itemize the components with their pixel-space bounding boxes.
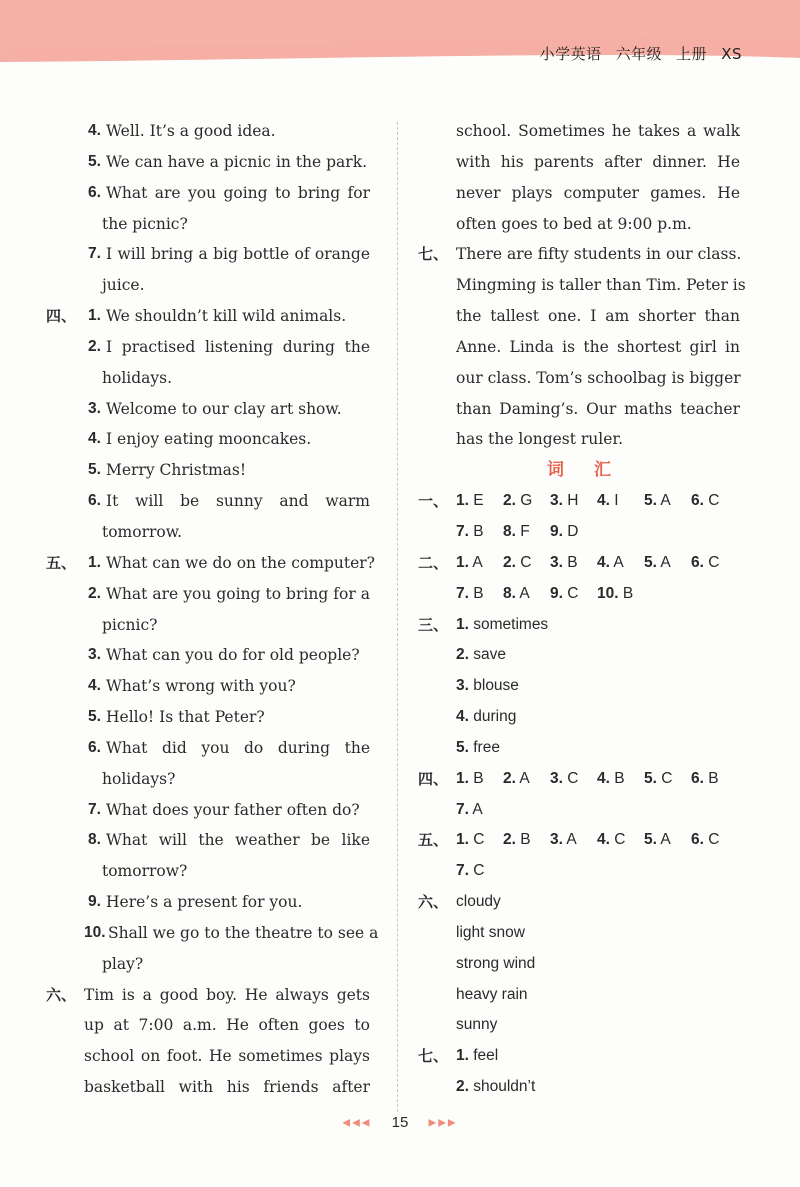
vocab-item	[456, 918, 525, 949]
vocab-item	[456, 486, 484, 517]
answer-line	[46, 517, 370, 548]
answer-line	[46, 825, 370, 856]
passage-line	[46, 1072, 370, 1103]
item-number: 5.	[88, 461, 101, 479]
item-number: 5.	[644, 831, 657, 849]
item-answer: cloudy	[456, 893, 501, 911]
passage-text: Anne. Linda is the shortest girl in	[456, 337, 740, 356]
item-number: 10.	[84, 923, 106, 941]
item-number: 2.	[503, 831, 516, 849]
next-arrows-icon: ▶▶▶	[428, 1117, 458, 1129]
item-number: 1.	[88, 307, 101, 325]
column-divider	[397, 122, 398, 1112]
item-number: 2.	[88, 337, 101, 355]
item-number: 9.	[550, 584, 563, 602]
passage-text: Mingming is taller than Tim. Peter is	[456, 276, 746, 295]
vocab-answer-line	[418, 548, 740, 579]
answer-line	[46, 332, 370, 363]
item-answer: C	[708, 492, 720, 510]
passage-line	[418, 363, 740, 394]
item-answer: during	[473, 708, 517, 726]
item-number: 1.	[456, 769, 469, 787]
item-number: 3.	[550, 492, 563, 510]
item-number: 1.	[456, 615, 469, 633]
vocab-answer-line	[418, 980, 740, 1011]
item-number: 2.	[456, 1078, 469, 1096]
item-number: 4.	[88, 677, 101, 695]
item-number: 4.	[597, 492, 610, 510]
item-answer: shouldn’t	[473, 1078, 536, 1096]
answer-text: What can we do on the computer?	[106, 553, 375, 572]
vocab-answer-line	[418, 733, 740, 764]
passage-line	[418, 424, 740, 455]
answer-line	[46, 178, 370, 209]
answer-text: What will the weather be like	[106, 831, 370, 850]
answer-line	[46, 363, 370, 394]
answer-line	[46, 486, 370, 517]
answer-line	[46, 147, 370, 178]
answer-text: What did you do during the	[106, 738, 370, 757]
item-answer: strong wind	[456, 954, 536, 972]
answer-text: What can you do for old people?	[106, 646, 360, 665]
item-answer: C	[708, 831, 720, 849]
vocab-item	[597, 486, 619, 517]
item-answer: A	[660, 553, 671, 571]
answer-line	[46, 764, 370, 795]
item-number: 3.	[550, 769, 563, 787]
vocab-item	[597, 579, 633, 610]
item-number: 4.	[597, 553, 610, 571]
item-answer: A	[519, 584, 530, 602]
page-footer	[0, 1114, 800, 1131]
passage-line	[418, 332, 740, 363]
vocab-item	[550, 486, 578, 517]
answer-line	[46, 918, 379, 949]
vocab-item	[456, 610, 548, 641]
vocab-item	[503, 486, 532, 517]
answer-text: Merry Christmas!	[106, 461, 247, 480]
vocab-item	[503, 517, 530, 548]
vocab-item	[456, 949, 535, 980]
answer-text: Shall we go to the theatre to see a	[108, 923, 379, 942]
passage-text: has the longest ruler.	[456, 430, 624, 449]
vocab-answer-line	[418, 671, 740, 702]
item-number: 8.	[88, 831, 101, 849]
answer-text: holidays.	[102, 368, 173, 387]
vocab-item	[597, 825, 625, 856]
passage-text: never plays computer games. He	[456, 183, 740, 202]
answer-line	[46, 887, 370, 918]
vocab-item	[456, 887, 501, 918]
vocab-item	[456, 1010, 497, 1041]
edition: XS	[721, 45, 742, 63]
item-answer: light snow	[456, 923, 525, 941]
vocab-item	[503, 825, 531, 856]
answer-line	[46, 116, 370, 147]
subject: 小学英语	[539, 45, 602, 63]
passage-text: our class. Tom’s schoolbag is bigger	[456, 368, 741, 387]
section-label: 二、	[418, 553, 449, 572]
item-number: 4.	[88, 430, 101, 448]
book-info	[526, 43, 742, 64]
item-number: 7.	[456, 522, 469, 540]
answer-text: Here’s a present for you.	[106, 893, 303, 912]
answer-text: the picnic?	[102, 214, 188, 233]
answer-text: juice.	[102, 276, 145, 295]
page-header	[0, 0, 800, 72]
item-answer: A	[519, 769, 530, 787]
vocab-item	[456, 640, 506, 671]
vocab-item	[456, 1041, 498, 1072]
vocab-item	[456, 795, 483, 826]
item-answer: blouse	[473, 677, 519, 695]
answer-line	[46, 579, 370, 610]
section-label: 一、	[418, 492, 449, 511]
vocab-item	[456, 733, 500, 764]
section-label: 五、	[418, 831, 449, 850]
passage-text: than Daming’s. Our maths teacher	[456, 399, 740, 418]
item-answer: sunny	[456, 1016, 498, 1034]
passage-line	[46, 1010, 370, 1041]
item-number: 5.	[88, 152, 101, 170]
vocab-answer-line	[418, 764, 740, 795]
volume: 上册	[676, 45, 708, 63]
vocab-item	[644, 548, 671, 579]
item-answer: H	[567, 492, 579, 510]
item-answer: E	[473, 492, 484, 510]
passage-line	[418, 394, 740, 425]
item-answer: C	[614, 831, 626, 849]
vocab-answer-line	[418, 610, 740, 641]
vocab-item	[691, 764, 719, 795]
item-answer: B	[614, 769, 625, 787]
item-number: 6.	[691, 769, 704, 787]
answer-text: We shouldn’t kill wild animals.	[106, 307, 347, 326]
item-number: 9.	[88, 893, 101, 911]
item-number: 3.	[88, 646, 101, 664]
item-number: 1.	[456, 553, 469, 571]
item-number: 5.	[644, 553, 657, 571]
section-label: 六、	[46, 985, 77, 1004]
item-number: 3.	[550, 831, 563, 849]
vocab-item	[644, 764, 672, 795]
item-number: 9.	[550, 522, 563, 540]
answer-text: tomorrow.	[102, 522, 183, 541]
answer-line	[46, 640, 370, 671]
passage-line	[418, 209, 740, 240]
answer-text: holidays?	[102, 769, 176, 788]
vocab-item	[691, 548, 719, 579]
item-answer: A	[472, 553, 483, 571]
vocab-item	[550, 825, 577, 856]
answer-text: I will bring a big bottle of orange	[106, 245, 370, 264]
item-answer: C	[567, 584, 579, 602]
answer-text: What are you going to bring for a	[106, 584, 370, 603]
item-number: 7.	[456, 800, 469, 818]
item-answer: F	[520, 522, 530, 540]
vocab-answer-line	[418, 702, 740, 733]
grade: 六年级	[615, 45, 663, 63]
item-number: 4.	[597, 769, 610, 787]
item-number: 2.	[503, 492, 516, 510]
item-answer: sometimes	[473, 615, 549, 633]
passage-line	[46, 980, 370, 1011]
passage-line	[418, 116, 740, 147]
item-number: 8.	[503, 584, 516, 602]
answer-text: I enjoy eating mooncakes.	[106, 430, 312, 449]
passage-text: school. Sometimes he takes a walk	[456, 122, 740, 140]
vocab-answer-line	[418, 949, 740, 980]
answer-text: play?	[102, 954, 144, 973]
answer-line	[46, 856, 370, 887]
item-answer: A	[613, 553, 624, 571]
vocab-item	[456, 980, 528, 1011]
answer-text: We can have a picnic in the park.	[106, 152, 368, 171]
prev-arrows-icon: ◀◀◀	[342, 1117, 372, 1129]
item-answer: A	[660, 831, 671, 849]
answer-line	[46, 394, 370, 425]
item-answer: C	[567, 769, 579, 787]
item-answer: A	[472, 800, 483, 818]
answer-text: It will be sunny and warm	[106, 492, 370, 511]
passage-line	[418, 178, 740, 209]
item-number: 2.	[88, 584, 101, 602]
answer-line	[46, 548, 375, 579]
answer-line	[46, 671, 370, 702]
vocab-item	[456, 579, 484, 610]
item-answer: B	[622, 584, 634, 602]
vocab-answer-line	[418, 887, 740, 918]
item-number: 6.	[691, 553, 704, 571]
item-answer: G	[520, 492, 533, 510]
vocab-item	[550, 548, 578, 579]
item-number: 2.	[503, 769, 516, 787]
vocab-item	[456, 825, 484, 856]
item-answer: D	[567, 522, 579, 540]
passage-text: school on foot. He sometimes plays	[84, 1047, 370, 1066]
item-answer: B	[473, 522, 484, 540]
vocab-answer-line	[418, 517, 740, 548]
answer-text: What does your father often do?	[106, 800, 360, 819]
vocab-item	[597, 764, 625, 795]
item-answer: feel	[473, 1047, 499, 1065]
item-number: 4.	[88, 122, 101, 139]
passage-text: basketball with his friends after	[84, 1078, 370, 1097]
item-number: 7.	[456, 584, 469, 602]
item-answer: C	[473, 862, 485, 880]
answer-text: I practised listening during the	[106, 337, 370, 356]
item-number: 2.	[456, 646, 469, 664]
passage-text: There are fifty students in our class.	[456, 245, 742, 264]
passage-line	[418, 301, 740, 332]
item-answer: C	[661, 769, 673, 787]
vocab-item	[691, 486, 719, 517]
item-answer: C	[520, 553, 532, 571]
item-answer: A	[660, 492, 671, 510]
passage-line	[418, 239, 740, 270]
passage-text: often goes to bed at 9:00 p.m.	[456, 214, 692, 233]
answer-text: tomorrow?	[102, 862, 188, 881]
item-number: 3.	[550, 553, 563, 571]
answer-text: What’s wrong with you?	[106, 677, 296, 696]
vocab-item	[456, 764, 484, 795]
section-label: 六、	[418, 893, 449, 912]
item-number: 4.	[456, 708, 469, 726]
vocab-item	[456, 517, 484, 548]
vocab-answer-line	[418, 856, 740, 887]
item-answer: B	[567, 553, 578, 571]
passage-line	[46, 1041, 370, 1072]
right-column	[418, 116, 746, 1103]
item-number: 6.	[691, 831, 704, 849]
vocab-answer-line	[418, 918, 740, 949]
answer-line	[46, 209, 370, 240]
vocab-item	[456, 702, 516, 733]
section-label: 四、	[418, 769, 449, 788]
item-answer: B	[520, 831, 531, 849]
item-number: 10.	[597, 584, 619, 602]
answer-line	[46, 949, 370, 980]
vocab-item	[456, 1072, 535, 1103]
item-answer: B	[473, 769, 484, 787]
item-number: 3.	[88, 399, 101, 417]
item-number: 1.	[456, 492, 469, 510]
item-number: 7.	[88, 245, 101, 263]
section-label: 七、	[418, 245, 449, 264]
vocab-item	[644, 486, 671, 517]
item-answer: A	[566, 831, 577, 849]
vocab-answer-line	[418, 795, 740, 826]
answer-text: Hello! Is that Peter?	[106, 708, 265, 727]
vocab-answer-line	[418, 1010, 740, 1041]
page-number: 15	[391, 1114, 409, 1131]
section-label: 四、	[46, 307, 77, 326]
vocab-answer-line	[418, 825, 740, 856]
item-number: 5.	[644, 492, 657, 510]
item-number: 1.	[456, 831, 469, 849]
vocab-item	[644, 825, 671, 856]
section-label: 五、	[46, 553, 77, 572]
vocab-item	[550, 764, 578, 795]
vocab-answer-line	[418, 640, 740, 671]
answer-text: Welcome to our clay art show.	[106, 399, 342, 418]
item-number: 8.	[503, 522, 516, 540]
answer-line	[46, 455, 370, 486]
vocab-answer-line	[418, 486, 740, 517]
item-answer: C	[473, 831, 485, 849]
passage-text: the tallest one. I am shorter than	[456, 307, 740, 326]
passage-text: Tim is a good boy. He always gets	[84, 985, 370, 1004]
vocab-item	[503, 548, 531, 579]
item-number: 6.	[88, 183, 101, 201]
item-answer: B	[473, 584, 484, 602]
passage-text: up at 7:00 a.m. He often goes to	[84, 1016, 370, 1035]
vocab-answer-line	[418, 1072, 740, 1103]
item-answer: heavy rain	[456, 985, 528, 1003]
item-answer: B	[708, 769, 719, 787]
item-number: 6.	[88, 492, 101, 510]
vocab-item	[550, 579, 578, 610]
vocab-item	[691, 825, 719, 856]
item-number: 1.	[88, 553, 101, 571]
section-label: 七、	[418, 1047, 449, 1066]
vocab-item	[503, 764, 530, 795]
vocab-item	[503, 579, 530, 610]
answer-line	[46, 795, 370, 826]
vocab-section-title: 词汇	[547, 460, 641, 481]
item-answer: save	[473, 646, 506, 664]
item-answer: free	[473, 738, 500, 756]
answer-line	[46, 610, 370, 641]
item-number: 5.	[88, 708, 101, 726]
item-answer: C	[708, 553, 720, 571]
answer-line	[46, 424, 370, 455]
vocab-item	[456, 548, 483, 579]
answer-line	[46, 301, 370, 332]
vocab-item	[456, 671, 519, 702]
item-number: 4.	[597, 831, 610, 849]
passage-line	[418, 270, 746, 301]
item-number: 3.	[456, 677, 469, 695]
answer-line	[46, 270, 370, 301]
item-number: 5.	[644, 769, 657, 787]
passage-line	[418, 147, 740, 178]
vocab-item	[456, 856, 484, 887]
item-number: 2.	[503, 553, 516, 571]
answer-line	[46, 733, 370, 764]
item-number: 7.	[456, 862, 469, 880]
item-number: 7.	[88, 800, 101, 818]
answer-text: What are you going to bring for	[106, 183, 370, 202]
item-number: 6.	[691, 492, 704, 510]
answer-text: Well. It’s a good idea.	[106, 122, 276, 140]
vocab-item	[550, 517, 578, 548]
vocab-answer-line	[418, 1041, 740, 1072]
vocab-item	[597, 548, 624, 579]
section-label: 三、	[418, 615, 449, 634]
item-number: 6.	[88, 738, 101, 756]
vocab-answer-line	[418, 579, 740, 610]
item-number: 1.	[456, 1047, 469, 1065]
item-answer: I	[614, 492, 619, 510]
left-column	[46, 116, 379, 1103]
answer-text: picnic?	[102, 615, 158, 634]
answer-line	[46, 702, 370, 733]
item-number: 5.	[456, 738, 469, 756]
answer-line	[46, 239, 370, 270]
passage-text: with his parents after dinner. He	[456, 152, 740, 171]
